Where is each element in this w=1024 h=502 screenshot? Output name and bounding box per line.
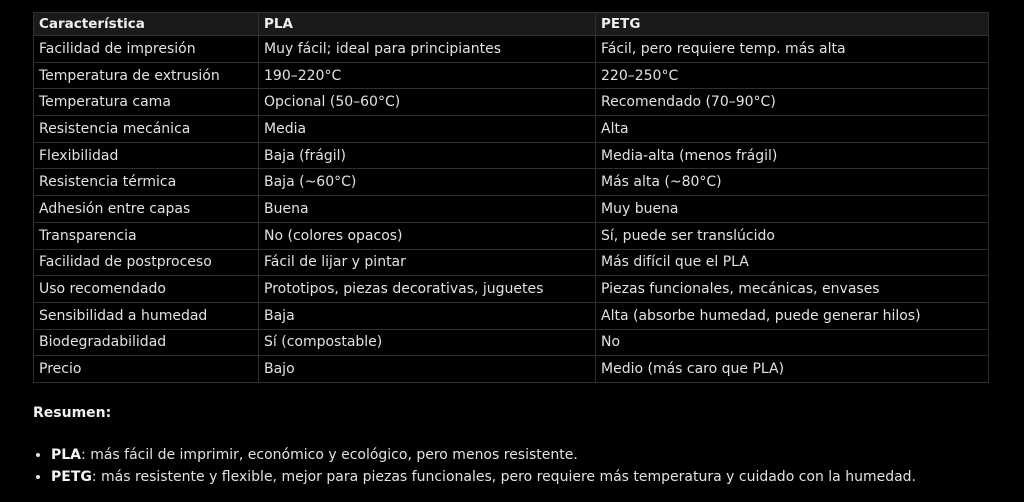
table-row bbox=[34, 356, 989, 383]
cell-petg: Media-alta (menos frágil) bbox=[596, 142, 989, 169]
cell-pla: Baja (~60°C) bbox=[259, 169, 596, 196]
table-row bbox=[34, 222, 989, 249]
cell-pla: Bajo bbox=[259, 356, 596, 383]
table-row bbox=[34, 302, 989, 329]
table-row bbox=[34, 116, 989, 143]
cell-characteristic: Temperatura de extrusión bbox=[34, 62, 259, 89]
cell-characteristic: Facilidad de postproceso bbox=[34, 249, 259, 276]
summary-list bbox=[33, 444, 1024, 488]
cell-characteristic: Transparencia bbox=[34, 222, 259, 249]
cell-petg: Sí, puede ser translúcido bbox=[596, 222, 989, 249]
table-row bbox=[34, 276, 989, 303]
cell-pla: 190–220°C bbox=[259, 62, 596, 89]
cell-petg: Alta bbox=[596, 116, 989, 143]
header-characteristic: Característica bbox=[34, 13, 259, 36]
table-row bbox=[34, 62, 989, 89]
cell-characteristic: Adhesión entre capas bbox=[34, 196, 259, 223]
summary-term-pla: PLA bbox=[51, 447, 82, 463]
summary-term-petg: PETG bbox=[51, 469, 92, 485]
cell-characteristic: Uso recomendado bbox=[34, 276, 259, 303]
cell-pla: Prototipos, piezas decorativas, juguetes bbox=[259, 276, 596, 303]
cell-petg: Más difícil que el PLA bbox=[596, 249, 989, 276]
cell-pla: Fácil de lijar y pintar bbox=[259, 249, 596, 276]
summary-text-petg: : más resistente y flexible, mejor para piezas funcionales, pero requiere más temperatura y cuidado con la humedad. bbox=[91, 469, 917, 485]
cell-characteristic: Facilidad de impresión bbox=[34, 36, 259, 63]
cell-pla: Sí (compostable) bbox=[259, 329, 596, 356]
list-item bbox=[51, 466, 1024, 488]
table-row bbox=[34, 89, 989, 116]
table-row bbox=[34, 142, 989, 169]
cell-petg: Recomendado (70–90°C) bbox=[596, 89, 989, 116]
table-row bbox=[34, 169, 989, 196]
cell-pla: Baja bbox=[259, 302, 596, 329]
cell-petg: Piezas funcionales, mecánicas, envases bbox=[596, 276, 989, 303]
cell-characteristic: Precio bbox=[34, 356, 259, 383]
cell-petg: Más alta (~80°C) bbox=[596, 169, 989, 196]
cell-petg: Muy buena bbox=[596, 196, 989, 223]
cell-characteristic: Flexibilidad bbox=[34, 142, 259, 169]
list-item bbox=[51, 444, 1024, 466]
cell-characteristic: Resistencia térmica bbox=[34, 169, 259, 196]
cell-characteristic: Resistencia mecánica bbox=[34, 116, 259, 143]
cell-petg: Medio (más caro que PLA) bbox=[596, 356, 989, 383]
comparison-table bbox=[33, 12, 989, 383]
header-pla: PLA bbox=[259, 13, 596, 36]
cell-petg: Fácil, pero requiere temp. más alta bbox=[596, 36, 989, 63]
cell-characteristic: Biodegradabilidad bbox=[34, 329, 259, 356]
summary-title: Resumen: bbox=[33, 405, 112, 421]
table-header-row bbox=[34, 13, 989, 36]
cell-pla: Buena bbox=[259, 196, 596, 223]
cell-petg: Alta (absorbe humedad, puede generar hilos) bbox=[596, 302, 989, 329]
cell-pla: Muy fácil; ideal para principiantes bbox=[259, 36, 596, 63]
comparison-table-container bbox=[33, 12, 988, 383]
cell-pla: Baja (frágil) bbox=[259, 142, 596, 169]
table-row bbox=[34, 249, 989, 276]
summary-text-pla: : más fácil de imprimir, económico y ecológico, pero menos resistente. bbox=[81, 447, 578, 463]
cell-characteristic: Sensibilidad a humedad bbox=[34, 302, 259, 329]
cell-characteristic: Temperatura cama bbox=[34, 89, 259, 116]
table-row bbox=[34, 329, 989, 356]
cell-petg: 220–250°C bbox=[596, 62, 989, 89]
table-row bbox=[34, 196, 989, 223]
cell-pla: No (colores opacos) bbox=[259, 222, 596, 249]
cell-pla: Media bbox=[259, 116, 596, 143]
table-row bbox=[34, 36, 989, 63]
header-petg: PETG bbox=[596, 13, 989, 36]
cell-pla: Opcional (50–60°C) bbox=[259, 89, 596, 116]
cell-petg: No bbox=[596, 329, 989, 356]
